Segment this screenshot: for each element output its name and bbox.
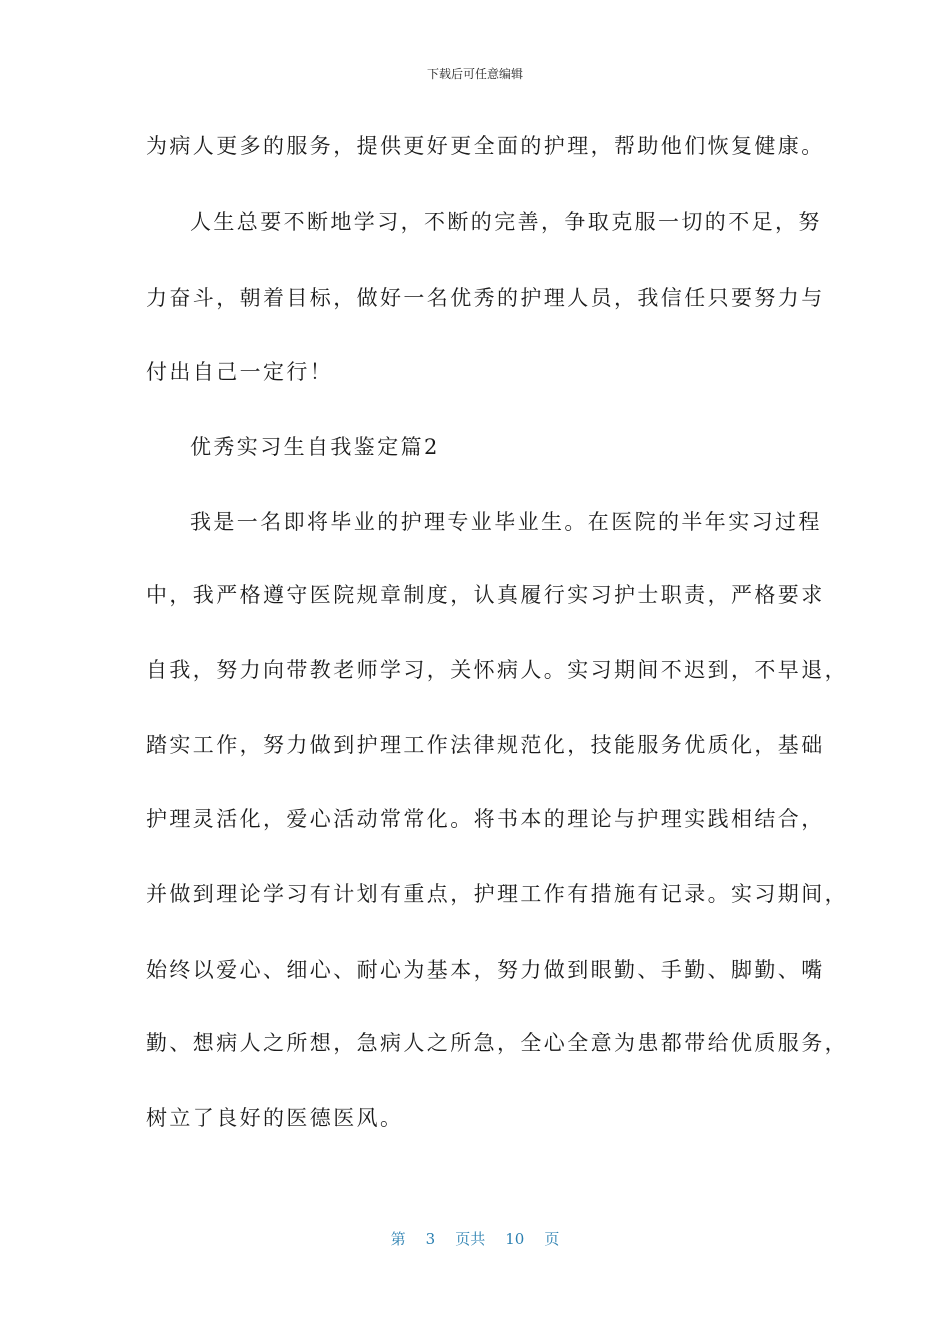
paragraph-line-10: 护理灵活化，爱心活动常常化。将书本的理论与护理实践相结合， [146, 807, 825, 831]
paragraph-line-12: 始终以爱心、细心、耐心为基本，努力做到眼勤、手勤、脚勤、嘴 [146, 958, 825, 982]
footer-total-pages: 10 [505, 1230, 525, 1248]
footer-current-page: 3 [425, 1230, 436, 1248]
paragraph-line-4: 付出自己一定行！ [146, 360, 334, 384]
paragraph-line-7: 中，我严格遵守医院规章制度，认真履行实习护士职责，严格要求 [146, 583, 825, 607]
paragraph-line-11: 并做到理论学习有计划有重点，护理工作有措施有记录。实习期间， [146, 882, 848, 906]
footer-middle: 页共 [455, 1230, 486, 1248]
page-footer [0, 1229, 950, 1249]
paragraph-line-8: 自我，努力向带教老师学习，关怀病人。实习期间不迟到，不早退， [146, 658, 848, 682]
paragraph-line-13: 勤、想病人之所想，急病人之所急，全心全意为患都带给优质服务， [146, 1031, 848, 1055]
footer-suffix: 页 [544, 1230, 560, 1248]
paragraph-line-2: 人生总要不断地学习，不断的完善，争取克服一切的不足，努 [190, 210, 822, 234]
paragraph-line-1: 为病人更多的服务，提供更好更全面的护理，帮助他们恢复健康。 [146, 134, 825, 158]
paragraph-line-3: 力奋斗，朝着目标，做好一名优秀的护理人员，我信任只要努力与 [146, 286, 825, 310]
paragraph-line-9: 踏实工作，努力做到护理工作法律规范化，技能服务优质化，基础 [146, 733, 825, 757]
paragraph-line-14: 树立了良好的医德医风。 [146, 1106, 404, 1130]
footer-prefix: 第 [390, 1230, 406, 1248]
paragraph-line-6: 我是一名即将毕业的护理专业毕业生。在医院的半年实习过程 [190, 510, 822, 534]
section-heading: 优秀实习生自我鉴定篇2 [190, 435, 440, 459]
page-header: 下载后可任意编辑 [426, 67, 523, 81]
